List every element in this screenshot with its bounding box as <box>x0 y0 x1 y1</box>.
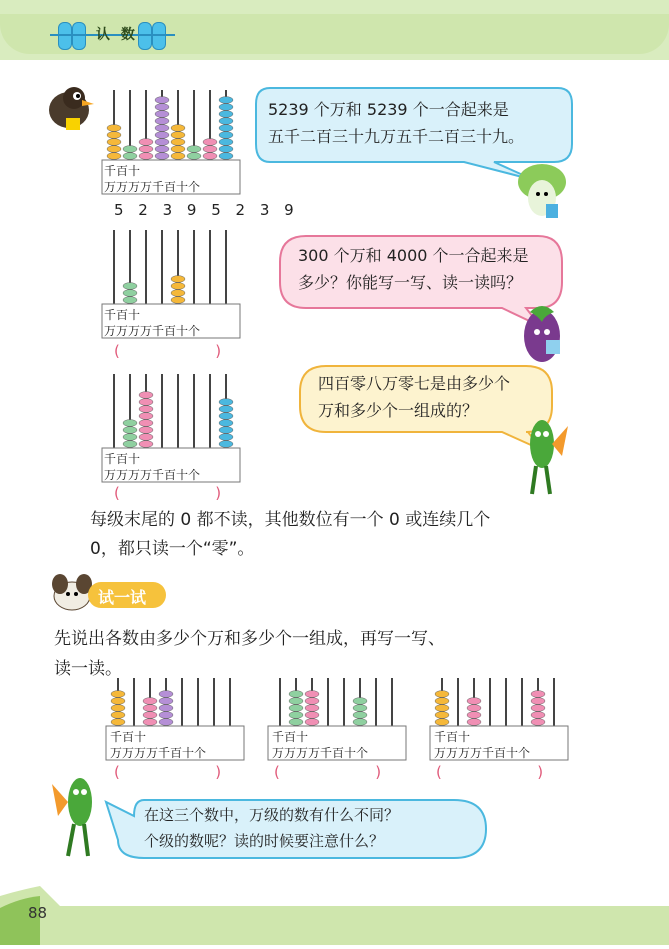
abacus-bead <box>155 132 169 139</box>
try-abacus-1 <box>104 676 246 762</box>
abacus-bead <box>219 132 233 139</box>
abacus-2-label-top: 千百十 <box>104 308 141 322</box>
abacus-bead <box>435 719 449 726</box>
abacus-bead <box>107 146 121 153</box>
rule-text: 每级末尾的 0 都不读，其他数位有一个 0 或连续几个 0，都只读一个“零”。 <box>90 510 491 559</box>
abacus-bead <box>171 153 185 160</box>
abacus-bead <box>289 698 303 705</box>
abacus-bead <box>467 712 481 719</box>
answer-blank-3[interactable]: ( ) <box>114 484 222 502</box>
header-title: 认 数 <box>96 27 138 43</box>
abacus-bead <box>171 297 185 304</box>
abacus-bead <box>219 111 233 118</box>
abacus-bead <box>159 705 173 712</box>
abacus-bead <box>171 139 185 146</box>
abacus-2-label-bottom: 万万万万千百十个 <box>104 324 201 338</box>
abacus-bead <box>155 104 169 111</box>
abacus-bead <box>107 153 121 160</box>
abacus-3-label-bottom: 万万万万千百十个 <box>104 468 201 482</box>
abacus-bead <box>155 118 169 125</box>
abacus-bead <box>155 97 169 104</box>
example-1-digits: 5 2 3 9 5 2 3 9 <box>114 201 299 219</box>
bubble-example-1-text: 5239 个万和 5239 个一合起来是 五千二百三十九万五千二百三十九。 <box>268 100 525 146</box>
abacus-bead <box>435 705 449 712</box>
abacus-bead <box>107 139 121 146</box>
abacus-bead <box>203 146 217 153</box>
abacus-bead <box>289 719 303 726</box>
abacus-bead <box>219 97 233 104</box>
abacus-bead <box>155 146 169 153</box>
abacus-1-label-top: 千百十 <box>104 164 141 178</box>
abacus-bead <box>353 698 367 705</box>
try-abacus-2 <box>266 676 408 762</box>
try-abacus-3-label-bottom: 万万万万千百十个 <box>434 746 531 760</box>
bubble-example-3 <box>296 362 556 446</box>
abacus-bead <box>305 719 319 726</box>
pepper-mascot-2 <box>48 772 104 864</box>
abacus-bead <box>187 153 201 160</box>
abacus-bead <box>219 441 233 448</box>
abacus-bead <box>155 111 169 118</box>
abacus-bead <box>171 276 185 283</box>
abacus-bead <box>187 146 201 153</box>
try-answer-blank-3[interactable]: ( ) <box>436 763 544 781</box>
try-abacus-3 <box>428 676 570 762</box>
abacus-bead <box>171 132 185 139</box>
abacus-bead <box>219 139 233 146</box>
abacus-bead <box>159 719 173 726</box>
abacus-bead <box>159 712 173 719</box>
abacus-bead <box>139 399 153 406</box>
abacus-bead <box>305 705 319 712</box>
abacus-bead <box>203 139 217 146</box>
abacus-bead <box>155 125 169 132</box>
try-abacus-2-label-bottom: 万万万万千百十个 <box>272 746 369 760</box>
cabbage-mascot <box>516 160 568 228</box>
abacus-bead <box>139 153 153 160</box>
bubble-example-3-text: 四百零八万零七是由多少个 万和多少个一组成的？ <box>318 374 511 420</box>
abacus-bead <box>123 290 137 297</box>
abacus-bead <box>123 153 137 160</box>
try-answer-blank-2[interactable]: ( ) <box>274 763 382 781</box>
abacus-bead <box>305 698 319 705</box>
abacus-bead <box>143 698 157 705</box>
abacus-bead <box>143 719 157 726</box>
answer-blank-2[interactable]: ( ) <box>114 342 222 360</box>
bubble-final <box>104 796 490 862</box>
abacus-bead <box>171 283 185 290</box>
abacus-bead <box>219 427 233 434</box>
abacus-3-label-top: 千百十 <box>104 452 141 466</box>
abacus-bead <box>203 153 217 160</box>
page-footer <box>0 886 669 945</box>
abacus-example-2 <box>100 228 242 340</box>
try-abacus-1-label-top: 千百十 <box>110 730 147 744</box>
header-banner <box>0 0 669 60</box>
abacus-bead <box>139 427 153 434</box>
abacus-bead <box>219 406 233 413</box>
abacus-bead <box>435 712 449 719</box>
abacus-bead <box>111 705 125 712</box>
abacus-bead <box>123 146 137 153</box>
abacus-bead <box>353 705 367 712</box>
abacus-bead <box>531 698 545 705</box>
abacus-bead <box>531 691 545 698</box>
abacus-bead <box>139 413 153 420</box>
abacus-bead <box>435 698 449 705</box>
abacus-bead <box>305 691 319 698</box>
abacus-bead <box>123 427 137 434</box>
abacus-bead <box>123 283 137 290</box>
abacus-bead <box>123 434 137 441</box>
abacus-bead <box>219 153 233 160</box>
try-text: 先说出各数由多少个万和多少个一组成，再写一写、 读一读。 <box>54 629 445 679</box>
abacus-bead <box>139 139 153 146</box>
abacus-bead <box>289 705 303 712</box>
abacus-bead <box>171 146 185 153</box>
abacus-bead <box>531 705 545 712</box>
try-title: 试一试 <box>98 588 147 607</box>
abacus-bead <box>143 705 157 712</box>
abacus-bead <box>219 118 233 125</box>
abacus-bead <box>107 125 121 132</box>
abacus-bead <box>171 290 185 297</box>
abacus-bead <box>467 698 481 705</box>
abacus-1-label-bottom: 万万万万千百十个 <box>104 180 201 194</box>
abacus-bead <box>139 406 153 413</box>
abacus-example-1 <box>100 88 242 198</box>
abacus-bead <box>219 146 233 153</box>
bubble-final-text: 在这三个数中，万级的数有什么不同？ 个级的数呢？读的时候要注意什么？ <box>144 806 400 850</box>
try-abacus-3-label-top: 千百十 <box>434 730 471 744</box>
abacus-bead <box>139 392 153 399</box>
abacus-bead <box>139 420 153 427</box>
duck-mascot <box>44 80 94 136</box>
abacus-bead <box>111 698 125 705</box>
try-abacus-2-label-top: 千百十 <box>272 730 309 744</box>
abacus-bead <box>139 146 153 153</box>
abacus-bead <box>171 125 185 132</box>
abacus-bead <box>467 705 481 712</box>
abacus-bead <box>107 132 121 139</box>
abacus-bead <box>353 719 367 726</box>
abacus-bead <box>353 712 367 719</box>
pepper-mascot <box>518 414 570 502</box>
abacus-bead <box>155 139 169 146</box>
page-number: 88 <box>28 904 48 922</box>
abacus-bead <box>123 297 137 304</box>
abacus-bead <box>143 712 157 719</box>
try-answer-blank-1[interactable]: ( ) <box>114 763 222 781</box>
abacus-bead <box>139 441 153 448</box>
abacus-bead <box>111 712 125 719</box>
abacus-bead <box>139 434 153 441</box>
eggplant-mascot <box>514 296 570 370</box>
abacus-bead <box>531 712 545 719</box>
abacus-bead <box>467 719 481 726</box>
try-title-badge <box>88 582 166 608</box>
abacus-bead <box>289 691 303 698</box>
abacus-bead <box>111 719 125 726</box>
abacus-bead <box>111 691 125 698</box>
abacus-example-3 <box>100 372 242 484</box>
abacus-bead <box>219 413 233 420</box>
abacus-bead <box>219 420 233 427</box>
abacus-bead <box>531 719 545 726</box>
abacus-bead <box>155 153 169 160</box>
abacus-bead <box>123 420 137 427</box>
abacus-bead <box>159 691 173 698</box>
abacus-bead <box>123 441 137 448</box>
abacus-bead <box>289 712 303 719</box>
abacus-bead <box>219 104 233 111</box>
bubble-example-2-text: 300 个万和 4000 个一合起来是 多少？你能写一写、读一读吗？ <box>298 246 529 292</box>
abacus-bead <box>219 399 233 406</box>
try-abacus-1-label-bottom: 万万万万千百十个 <box>110 746 207 760</box>
abacus-bead <box>159 698 173 705</box>
abacus-bead <box>219 125 233 132</box>
abacus-bead <box>219 434 233 441</box>
abacus-bead <box>435 691 449 698</box>
abacus-bead <box>305 712 319 719</box>
